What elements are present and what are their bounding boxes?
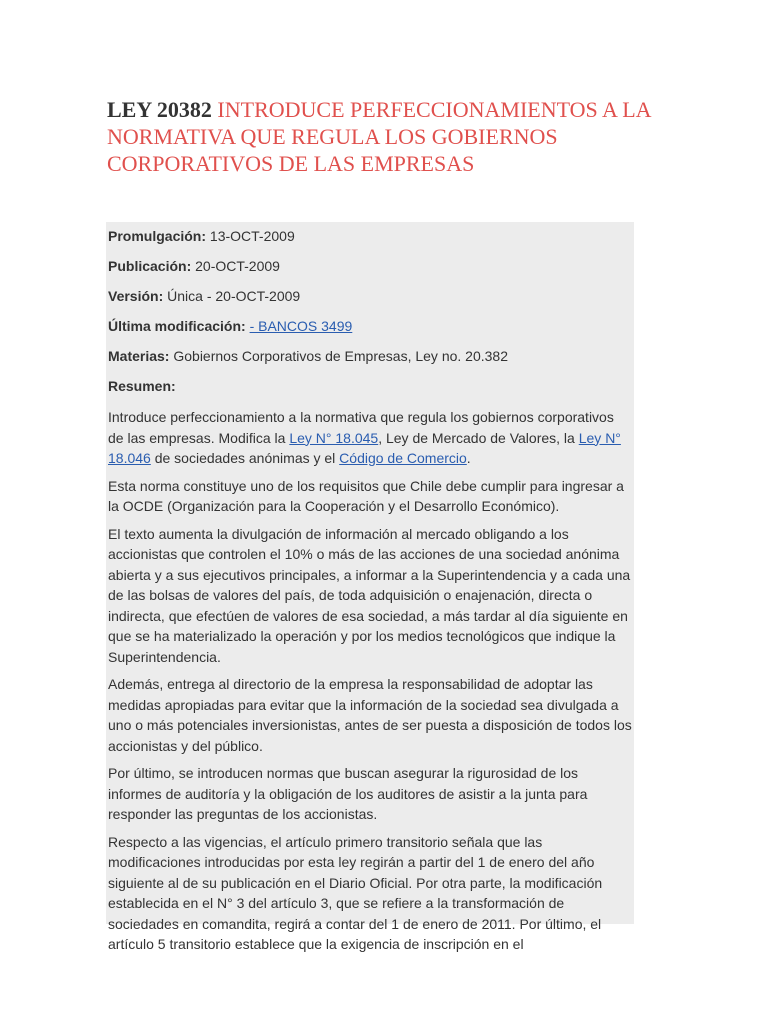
publicacion-value: 20-OCT-2009 xyxy=(195,258,280,274)
resumen-paragraph-3: El texto aumenta la divulgación de información al mercado obligando a los accionistas que controlen el 10% o más de las acciones de una sociedad anónima abierta y a sus ejecutivos principales, a informar a la Superintendencia y a cada una de las bolsas de valores del país, de toda adquisición o enajenación, directa o indirecta, que efectúen de valores de esa sociedad, a más tardar al día siguiente en que se ha materializado la operación y por los medios tecnológicos que indique la Superintendencia. xyxy=(108,525,631,665)
promulgacion-value: 13-OCT-2009 xyxy=(209,228,295,244)
publicacion-label: Publicación: xyxy=(108,258,192,274)
resumen-paragraph-4: Además, entrega al directorio de la empresa la responsabilidad de adoptar las medidas apropiadas para evitar que la información de la sociedad sea divulgada a uno o más potenciales inversionistas, antes de ser puesta a disposición de todos los accionistas y del público. xyxy=(108,676,632,754)
law-info-panel xyxy=(106,222,634,952)
law-number: LEY 20382 xyxy=(107,97,212,122)
version-row xyxy=(108,286,632,307)
version-value: Única - 20-OCT-2009 xyxy=(167,288,301,304)
materias-row xyxy=(108,346,632,367)
resumen-row xyxy=(108,376,632,397)
resumen-paragraph-1 xyxy=(108,407,632,469)
resumen-p1-text-b: , Ley de Mercado de Valores, la xyxy=(378,429,579,446)
ley-18046-link[interactable]: Ley N° 18.046 xyxy=(108,429,621,466)
law-title: INTRODUCE PERFECCIONAMIENTOS A LA NORMATIVA QUE REGULA LOS GOBIERNOS CORPORATIVOS DE LAS EMPRESAS xyxy=(107,97,651,176)
publicacion-row xyxy=(108,256,632,277)
resumen-p1-text-d: . xyxy=(466,450,471,466)
ultima-modificacion-row xyxy=(108,316,632,337)
resumen-label: Resumen: xyxy=(108,378,176,394)
resumen-paragraph-2: Esta norma constituye uno de los requisitos que Chile debe cumplir para ingresar a la OCDE (Organización para la Cooperación y el Desarrollo Económico). xyxy=(108,477,624,514)
materias-value: Gobiernos Corporativos de Empresas, Ley no. 20.382 xyxy=(173,348,508,364)
resumen-paragraph-5: Por último, se introducen normas que buscan asegurar la rigurosidad de los informes de auditoría y la obligación de los auditores de asistir a la junta para responder las preguntas de los accionistas. xyxy=(108,765,588,822)
codigo-de-comercio-link[interactable]: Código de Comercio xyxy=(339,450,467,466)
resumen-p1-text-a: Introduce perfeccionamiento a la normativa que regula los gobiernos corporativos de las empresas. Modifica la xyxy=(108,409,614,446)
resumen-p1-text-c: de sociedades anónimas y el xyxy=(150,450,340,466)
page-title xyxy=(107,96,667,177)
version-label: Versión: xyxy=(108,288,164,304)
ultima-modificacion-label: Última modificación: xyxy=(108,318,246,334)
resumen-paragraph-6: Respecto a las vigencias, el artículo primero transitorio señala que las modificaciones introducidas por esta ley regirán a partir del 1 de enero del año siguiente al de su publicación en el Diario Oficial. Por otra parte, la modificación establecida en el N° 3 del artículo 3, que se refiere a la transformación de sociedades en comandita, regirá a contar del 1 de enero de 2011. Por último, el artículo 5 transitorio establece que la exigencia de inscripción en el xyxy=(108,833,603,952)
ley-18045-link[interactable]: Ley N° 18.045 xyxy=(289,429,379,446)
bancos-3499-link[interactable]: - BANCOS 3499 xyxy=(249,318,353,334)
promulgacion-label: Promulgación: xyxy=(108,228,207,244)
promulgacion-row xyxy=(108,226,632,247)
materias-label: Materias: xyxy=(108,348,170,364)
